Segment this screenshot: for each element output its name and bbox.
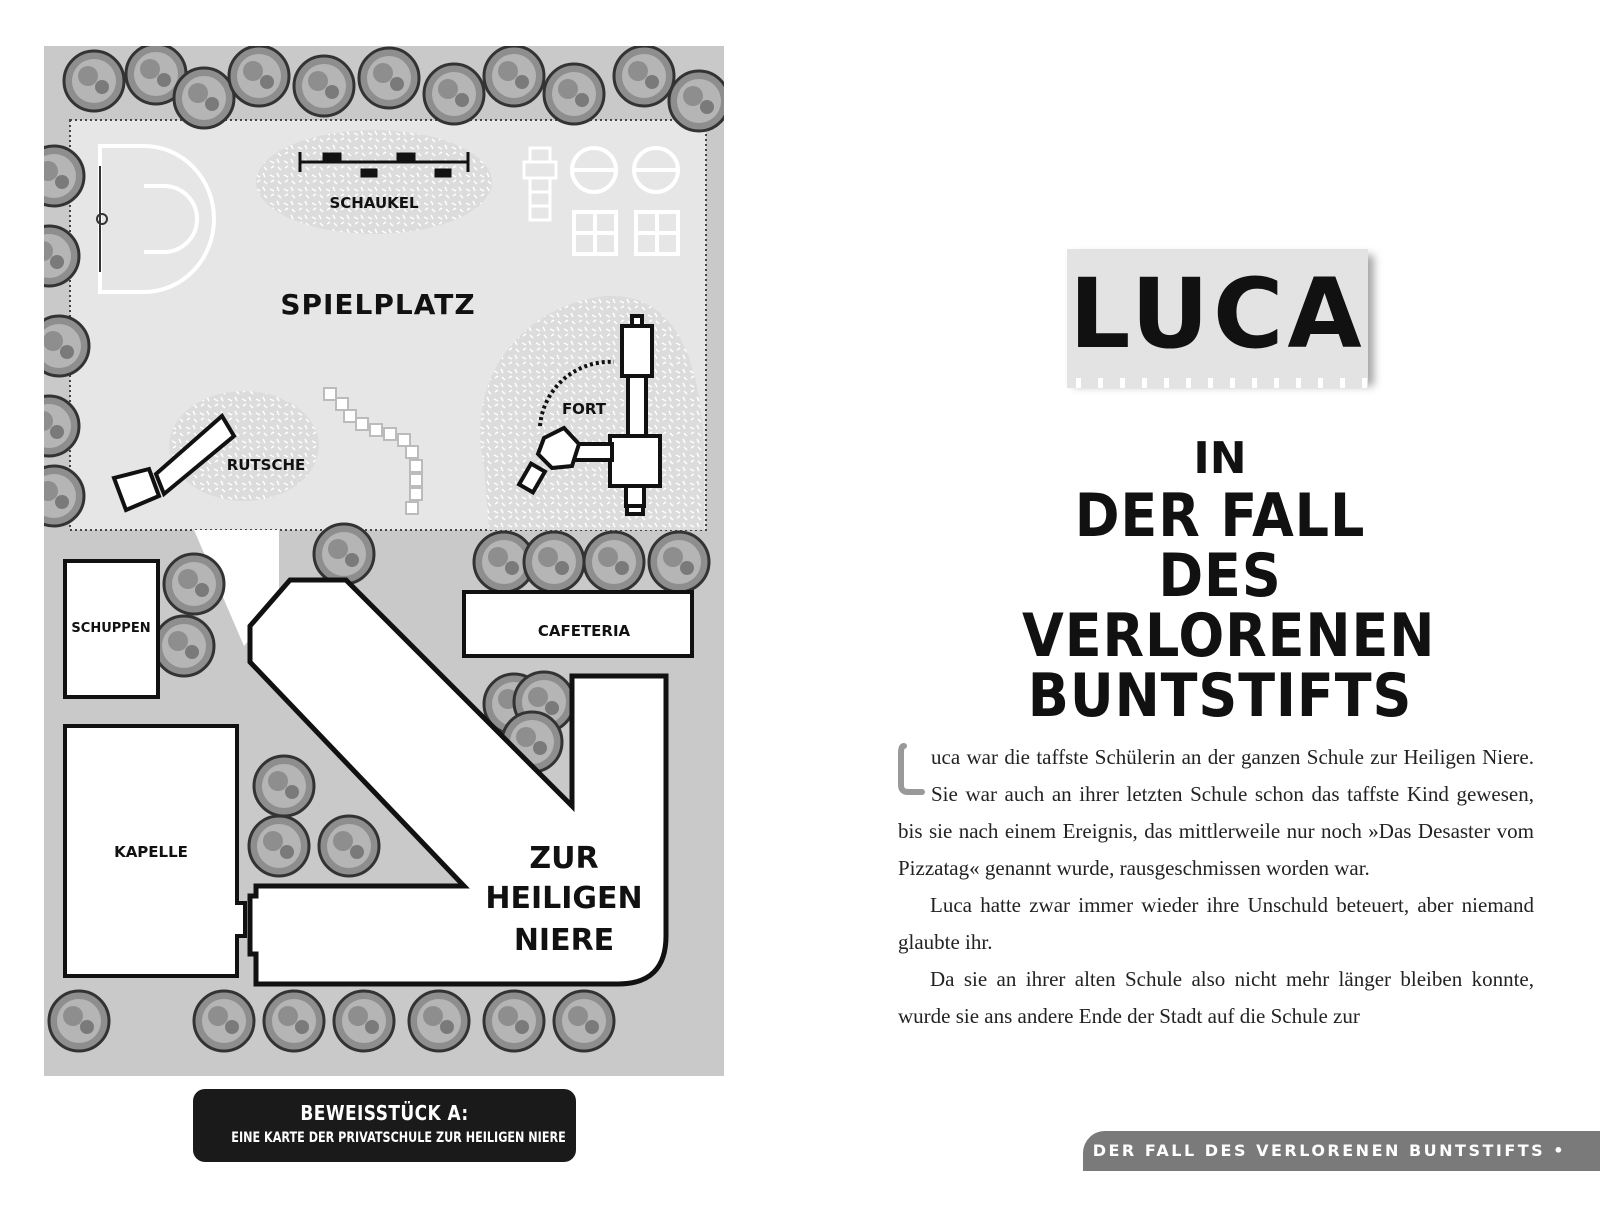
body-text	[898, 739, 1534, 1035]
chapter-title-line-3: BUNTSTIFTS	[1027, 661, 1413, 731]
label-schaukel: SCHAUKEL	[329, 194, 419, 212]
paragraph-2: Luca hatte zwar immer wieder ihre Unschuld beteuert, aber niemand glaubte ihr.	[898, 893, 1534, 954]
chapter-title	[1000, 432, 1440, 731]
label-school-1: ZUR	[529, 841, 599, 876]
label-kapelle: KAPELLE	[114, 843, 188, 861]
chapter-name: LUCA	[1069, 258, 1366, 370]
map-caption	[193, 1089, 576, 1162]
svg-text:L: L	[911, 773, 912, 774]
label-spielplatz: SPIELPLATZ	[280, 288, 476, 321]
paragraph-3: Da sie an ihrer alten Schule also nicht mehr länger bleiben konnte, wurde sie ans andere Ende der Stadt auf die Schule zur	[898, 967, 1534, 1028]
caption-title: BEWEISSTÜCK A:	[300, 1101, 469, 1125]
chapter-in-word: IN	[1193, 433, 1247, 484]
label-schuppen: SCHUPPEN	[71, 621, 151, 636]
chapter-title-line-1: DER FALL DES	[1074, 481, 1366, 611]
dropcap-letter	[898, 743, 925, 795]
swing-area	[256, 130, 492, 234]
map-illustration	[44, 46, 724, 1076]
chapter-title-line-2: VERLORENEN	[1022, 601, 1436, 671]
paragraph-1: uca war die taffste Schülerin an der ganzen Schule zur Heiligen Niere. Sie war auch an ihrer letzten Schule schon das taffste Kind gewesen, bis sie nach einem Ereignis, das mittlerweile nur noch »Das Desaster vom Pizzatag« genannt wurde, rausgeschmissen worden war.	[898, 745, 1534, 880]
school-map	[44, 46, 724, 1076]
label-fort: FORT	[561, 400, 607, 418]
label-school-2: HEILIGEN	[485, 881, 643, 916]
running-footer	[1083, 1131, 1600, 1200]
footer-title-page-number: DER FALL DES VERLORENEN BUNTSTIFTS • 27	[1092, 1141, 1566, 1200]
label-cafeteria: CAFETERIA	[537, 622, 631, 640]
caption-subtitle: EINE KARTE DER PRIVATSCHULE ZUR HEILIGEN NIERE	[231, 1130, 566, 1146]
label-school-3: NIERE	[513, 923, 615, 958]
label-rutsche: RUTSCHE	[226, 456, 306, 474]
